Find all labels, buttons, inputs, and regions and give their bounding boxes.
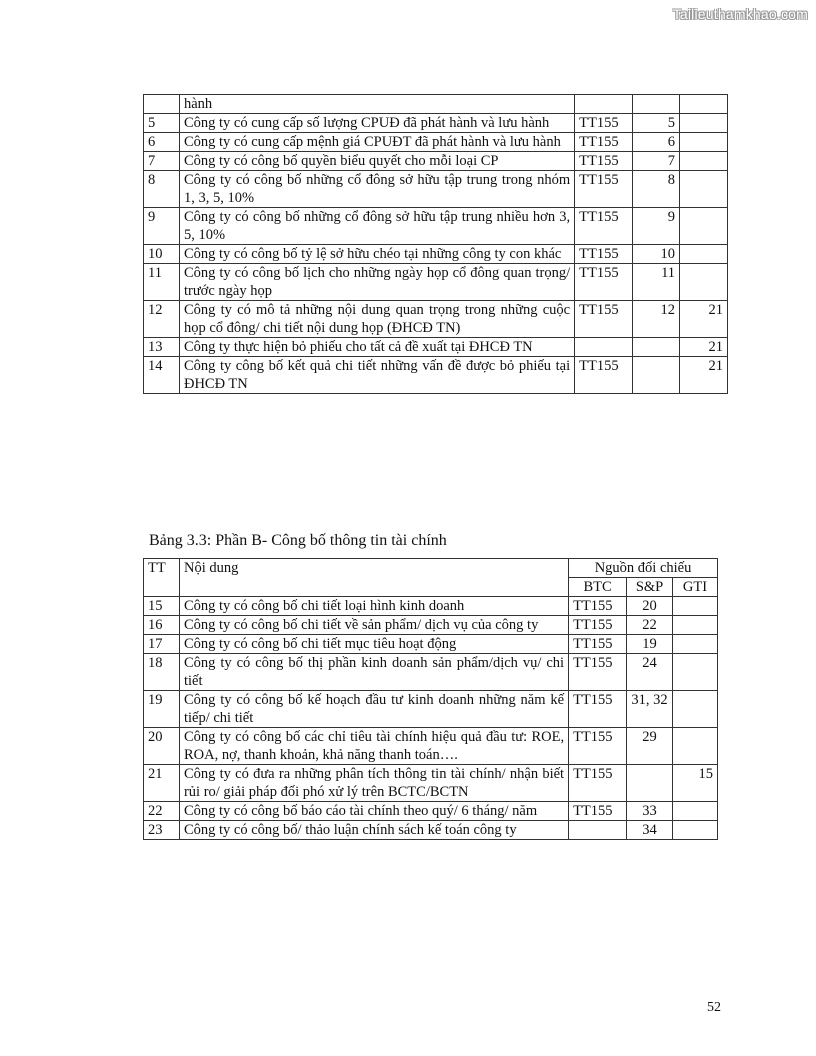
row-content-cell: Công ty có công bố kế hoạch đầu tư kinh doanh những năm kế tiếp/ chi tiết <box>179 691 568 728</box>
row-btc-cell: TT155 <box>575 301 633 338</box>
row-gti-cell: 21 <box>680 301 728 338</box>
table-row <box>144 95 728 114</box>
row-btc-cell <box>575 95 633 114</box>
row-gti-cell: 15 <box>673 765 718 802</box>
row-sp-cell <box>633 338 680 357</box>
row-content-cell: Công ty có mô tả những nội dung quan trọng trong những cuộc họp cổ đông/ chi tiết nội dung họp (ĐHCĐ TN) <box>179 301 574 338</box>
row-content-cell: Công ty có công bố lịch cho những ngày họp cổ đông quan trọng/ trước ngày họp <box>179 264 574 301</box>
row-btc-cell <box>569 821 627 840</box>
watermark-text: Tailieuthamkhao.com <box>672 6 808 22</box>
row-content-cell: Công ty có công bố/ thảo luận chính sách kế toán công ty <box>179 821 568 840</box>
row-btc-cell: TT155 <box>569 802 627 821</box>
row-content-cell: Công ty có công bố những cổ đông sở hữu tập trung trong nhóm 1, 3, 5, 10% <box>179 171 574 208</box>
table-row <box>144 245 728 264</box>
header-source: Nguồn đối chiếu <box>569 559 718 578</box>
table-caption: Bảng 3.3: Phần B- Công bố thông tin tài chính <box>149 532 447 549</box>
table-a-body <box>144 95 728 394</box>
row-number-cell <box>144 95 180 114</box>
row-sp-cell: 22 <box>627 616 673 635</box>
row-content-cell: Công ty có cung cấp số lượng CPUĐ đã phát hành và lưu hành <box>179 114 574 133</box>
row-gti-cell: 21 <box>680 338 728 357</box>
row-sp-cell: 5 <box>633 114 680 133</box>
row-content-cell: Công ty có công bố các chỉ tiêu tài chính hiệu quả đầu tư: ROE, ROA, nợ, thanh khoản, khả năng thanh toán…. <box>179 728 568 765</box>
row-sp-cell: 31, 32 <box>627 691 673 728</box>
row-gti-cell <box>673 821 718 840</box>
header-tt: TT <box>144 559 180 597</box>
row-number-cell: 20 <box>144 728 180 765</box>
row-btc-cell: TT155 <box>575 114 633 133</box>
row-gti-cell <box>680 245 728 264</box>
header-btc: BTC <box>569 578 627 597</box>
row-sp-cell: 8 <box>633 171 680 208</box>
row-number-cell: 8 <box>144 171 180 208</box>
table-row <box>144 728 718 765</box>
row-gti-cell <box>673 597 718 616</box>
row-gti-cell <box>673 654 718 691</box>
page-number: 52 <box>707 1000 721 1015</box>
row-btc-cell: TT155 <box>575 208 633 245</box>
row-btc-cell: TT155 <box>569 765 627 802</box>
row-content-cell: Công ty có công bố chi tiết về sản phẩm/ dịch vụ của công ty <box>179 616 568 635</box>
row-number-cell: 21 <box>144 765 180 802</box>
row-content-cell: Công ty có công bố báo cáo tài chính theo quý/ 6 tháng/ năm <box>179 802 568 821</box>
row-gti-cell <box>680 95 728 114</box>
row-gti-cell <box>680 264 728 301</box>
table-row <box>144 171 728 208</box>
row-sp-cell: 12 <box>633 301 680 338</box>
row-content-cell: Công ty có công bố tỷ lệ sở hữu chéo tại những công ty con khác <box>179 245 574 264</box>
row-gti-cell <box>673 728 718 765</box>
row-content-cell: Công ty công bố kết quả chi tiết những vấn đề được bỏ phiếu tại ĐHCĐ TN <box>179 357 574 394</box>
table-b-header <box>144 559 718 597</box>
row-gti-cell <box>673 616 718 635</box>
row-content-cell: hành <box>179 95 574 114</box>
row-btc-cell: TT155 <box>575 152 633 171</box>
row-btc-cell: TT155 <box>569 597 627 616</box>
row-number-cell: 9 <box>144 208 180 245</box>
table-row <box>144 357 728 394</box>
table-row <box>144 635 718 654</box>
row-content-cell: Công ty có cung cấp mệnh giá CPUĐT đã phát hành và lưu hành <box>179 133 574 152</box>
disclosure-table-part-a <box>143 94 728 394</box>
table-row <box>144 133 728 152</box>
row-gti-cell <box>680 208 728 245</box>
table-row <box>144 338 728 357</box>
table-row <box>144 597 718 616</box>
row-content-cell: Công ty có công bố những cổ đông sở hữu tập trung nhiều hơn 3, 5, 10% <box>179 208 574 245</box>
row-gti-cell <box>673 691 718 728</box>
row-sp-cell: 9 <box>633 208 680 245</box>
row-btc-cell: TT155 <box>575 171 633 208</box>
row-number-cell: 16 <box>144 616 180 635</box>
table-row <box>144 152 728 171</box>
disclosure-table-part-b <box>143 558 718 840</box>
row-number-cell: 13 <box>144 338 180 357</box>
row-content-cell: Công ty có công bố chi tiết mục tiêu hoạt động <box>179 635 568 654</box>
row-btc-cell: TT155 <box>569 616 627 635</box>
row-btc-cell: TT155 <box>575 264 633 301</box>
row-btc-cell: TT155 <box>575 245 633 264</box>
row-btc-cell: TT155 <box>575 357 633 394</box>
row-content-cell: Công ty thực hiện bỏ phiếu cho tất cả đề xuất tại ĐHCĐ TN <box>179 338 574 357</box>
row-btc-cell <box>575 338 633 357</box>
row-gti-cell <box>680 171 728 208</box>
row-number-cell: 14 <box>144 357 180 394</box>
table-row <box>144 264 728 301</box>
row-number-cell: 12 <box>144 301 180 338</box>
row-btc-cell: TT155 <box>569 635 627 654</box>
row-number-cell: 23 <box>144 821 180 840</box>
row-btc-cell: TT155 <box>569 728 627 765</box>
row-sp-cell <box>633 357 680 394</box>
row-btc-cell: TT155 <box>575 133 633 152</box>
table-b-body <box>144 597 718 840</box>
row-number-cell: 18 <box>144 654 180 691</box>
row-sp-cell: 24 <box>627 654 673 691</box>
table-row <box>144 765 718 802</box>
row-sp-cell: 6 <box>633 133 680 152</box>
row-number-cell: 22 <box>144 802 180 821</box>
row-number-cell: 17 <box>144 635 180 654</box>
row-sp-cell <box>627 765 673 802</box>
row-number-cell: 19 <box>144 691 180 728</box>
header-content: Nội dung <box>179 559 568 597</box>
row-sp-cell: 7 <box>633 152 680 171</box>
row-gti-cell <box>680 152 728 171</box>
row-sp-cell: 11 <box>633 264 680 301</box>
row-gti-cell <box>673 802 718 821</box>
row-sp-cell: 20 <box>627 597 673 616</box>
row-number-cell: 6 <box>144 133 180 152</box>
table-row <box>144 802 718 821</box>
row-number-cell: 10 <box>144 245 180 264</box>
table-row <box>144 301 728 338</box>
row-sp-cell: 33 <box>627 802 673 821</box>
row-number-cell: 15 <box>144 597 180 616</box>
row-gti-cell <box>680 114 728 133</box>
row-sp-cell: 34 <box>627 821 673 840</box>
header-sp: S&P <box>627 578 673 597</box>
row-content-cell: Công ty có công bố quyền biểu quyết cho mỗi loại CP <box>179 152 574 171</box>
row-gti-cell: 21 <box>680 357 728 394</box>
table-row <box>144 208 728 245</box>
row-number-cell: 5 <box>144 114 180 133</box>
row-btc-cell: TT155 <box>569 654 627 691</box>
header-gti: GTI <box>673 578 718 597</box>
row-sp-cell: 29 <box>627 728 673 765</box>
row-content-cell: Công ty có công bố chi tiết loại hình kinh doanh <box>179 597 568 616</box>
row-sp-cell: 10 <box>633 245 680 264</box>
row-content-cell: Công ty có đưa ra những phân tích thông tin tài chính/ nhận biết rủi ro/ giải pháp đối phó xử lý trên BCTC/BCTN <box>179 765 568 802</box>
row-number-cell: 11 <box>144 264 180 301</box>
row-sp-cell: 19 <box>627 635 673 654</box>
row-content-cell: Công ty có công bố thị phần kinh doanh sản phẩm/dịch vụ/ chi tiết <box>179 654 568 691</box>
row-sp-cell <box>633 95 680 114</box>
table-row <box>144 114 728 133</box>
row-gti-cell <box>673 635 718 654</box>
table-row <box>144 616 718 635</box>
table-row <box>144 691 718 728</box>
row-gti-cell <box>680 133 728 152</box>
table-row <box>144 654 718 691</box>
row-number-cell: 7 <box>144 152 180 171</box>
table-row <box>144 821 718 840</box>
row-btc-cell: TT155 <box>569 691 627 728</box>
